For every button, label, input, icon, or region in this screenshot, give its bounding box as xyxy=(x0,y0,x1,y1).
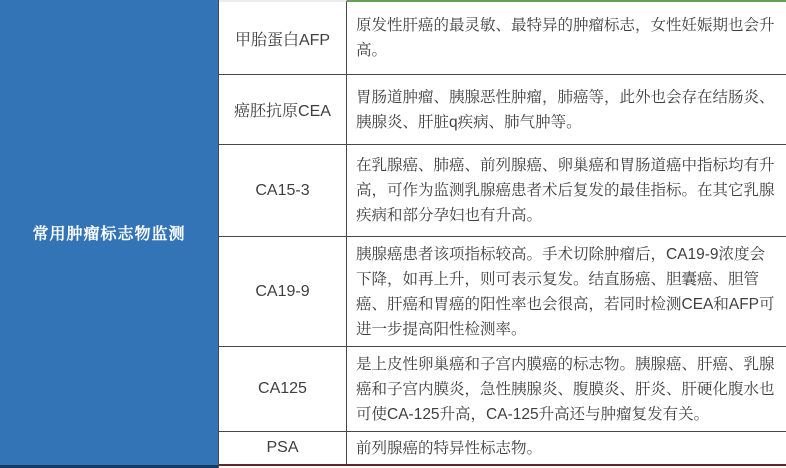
description-cell-ca15-3: 在乳腺癌、肺癌、前列腺癌、卵巢癌和胃肠道癌中指标均有升高，可作为监测乳腺癌患者术后复发的最佳指标。在其它乳腺疾病和部分孕妇也有升高。 xyxy=(356,157,775,224)
table-row xyxy=(219,0,786,75)
table-row xyxy=(219,237,786,347)
description-cell-cea: 胃肠道肿瘤、胰腺恶性肿瘤，肺癌等，此外也会存在结肠炎、胰腺炎、肝脏q疾病、肺气肿等。 xyxy=(356,88,775,131)
table-row xyxy=(219,432,786,466)
description-cell-afp: 原发性肝癌的最灵敏、最特异的肿瘤标志，女性妊娠期也会升高。 xyxy=(347,0,786,74)
marker-cell-afp: 甲胎蛋白AFP xyxy=(219,0,347,74)
description-cell-ca19-9: 胰腺癌患者该项指标较高。手术切除肿瘤后，CA19-9浓度会下降，如再上升，则可表示复发。结直肠癌、胆囊癌、胆管癌、肝癌和胃癌的阳性率也会很高，若同时检测CEA和AFP可进一步提高阳性检测率。 xyxy=(356,245,775,338)
description-cell-psa: 前列腺癌的特异性标志物。 xyxy=(356,439,543,457)
table-title: 常用肿瘤标志物监测 xyxy=(32,226,186,243)
table-header-cell xyxy=(0,0,218,468)
description-cell-ca125: 是上皮性卵巢癌和子宫内膜癌的标志物。胰腺癌、肝癌、乳腺癌和子宫内膜炎，急性胰腺炎、腹膜炎、肝炎、肝硬化腹水也可使CA-125升高，CA-125升高还与肿瘤复发有关。 xyxy=(356,355,775,423)
marker-cell-cea: 癌胚抗原CEA xyxy=(219,75,347,144)
marker-cell-psa: PSA xyxy=(219,432,347,464)
table-row xyxy=(219,145,786,237)
marker-cell-ca19-9: CA19-9 xyxy=(219,237,347,346)
marker-cell-ca15-3: CA15-3 xyxy=(219,145,347,236)
marker-cell-ca125: CA125 xyxy=(219,347,347,431)
table-row xyxy=(219,75,786,145)
table-row xyxy=(219,347,786,432)
table-body xyxy=(218,0,786,468)
